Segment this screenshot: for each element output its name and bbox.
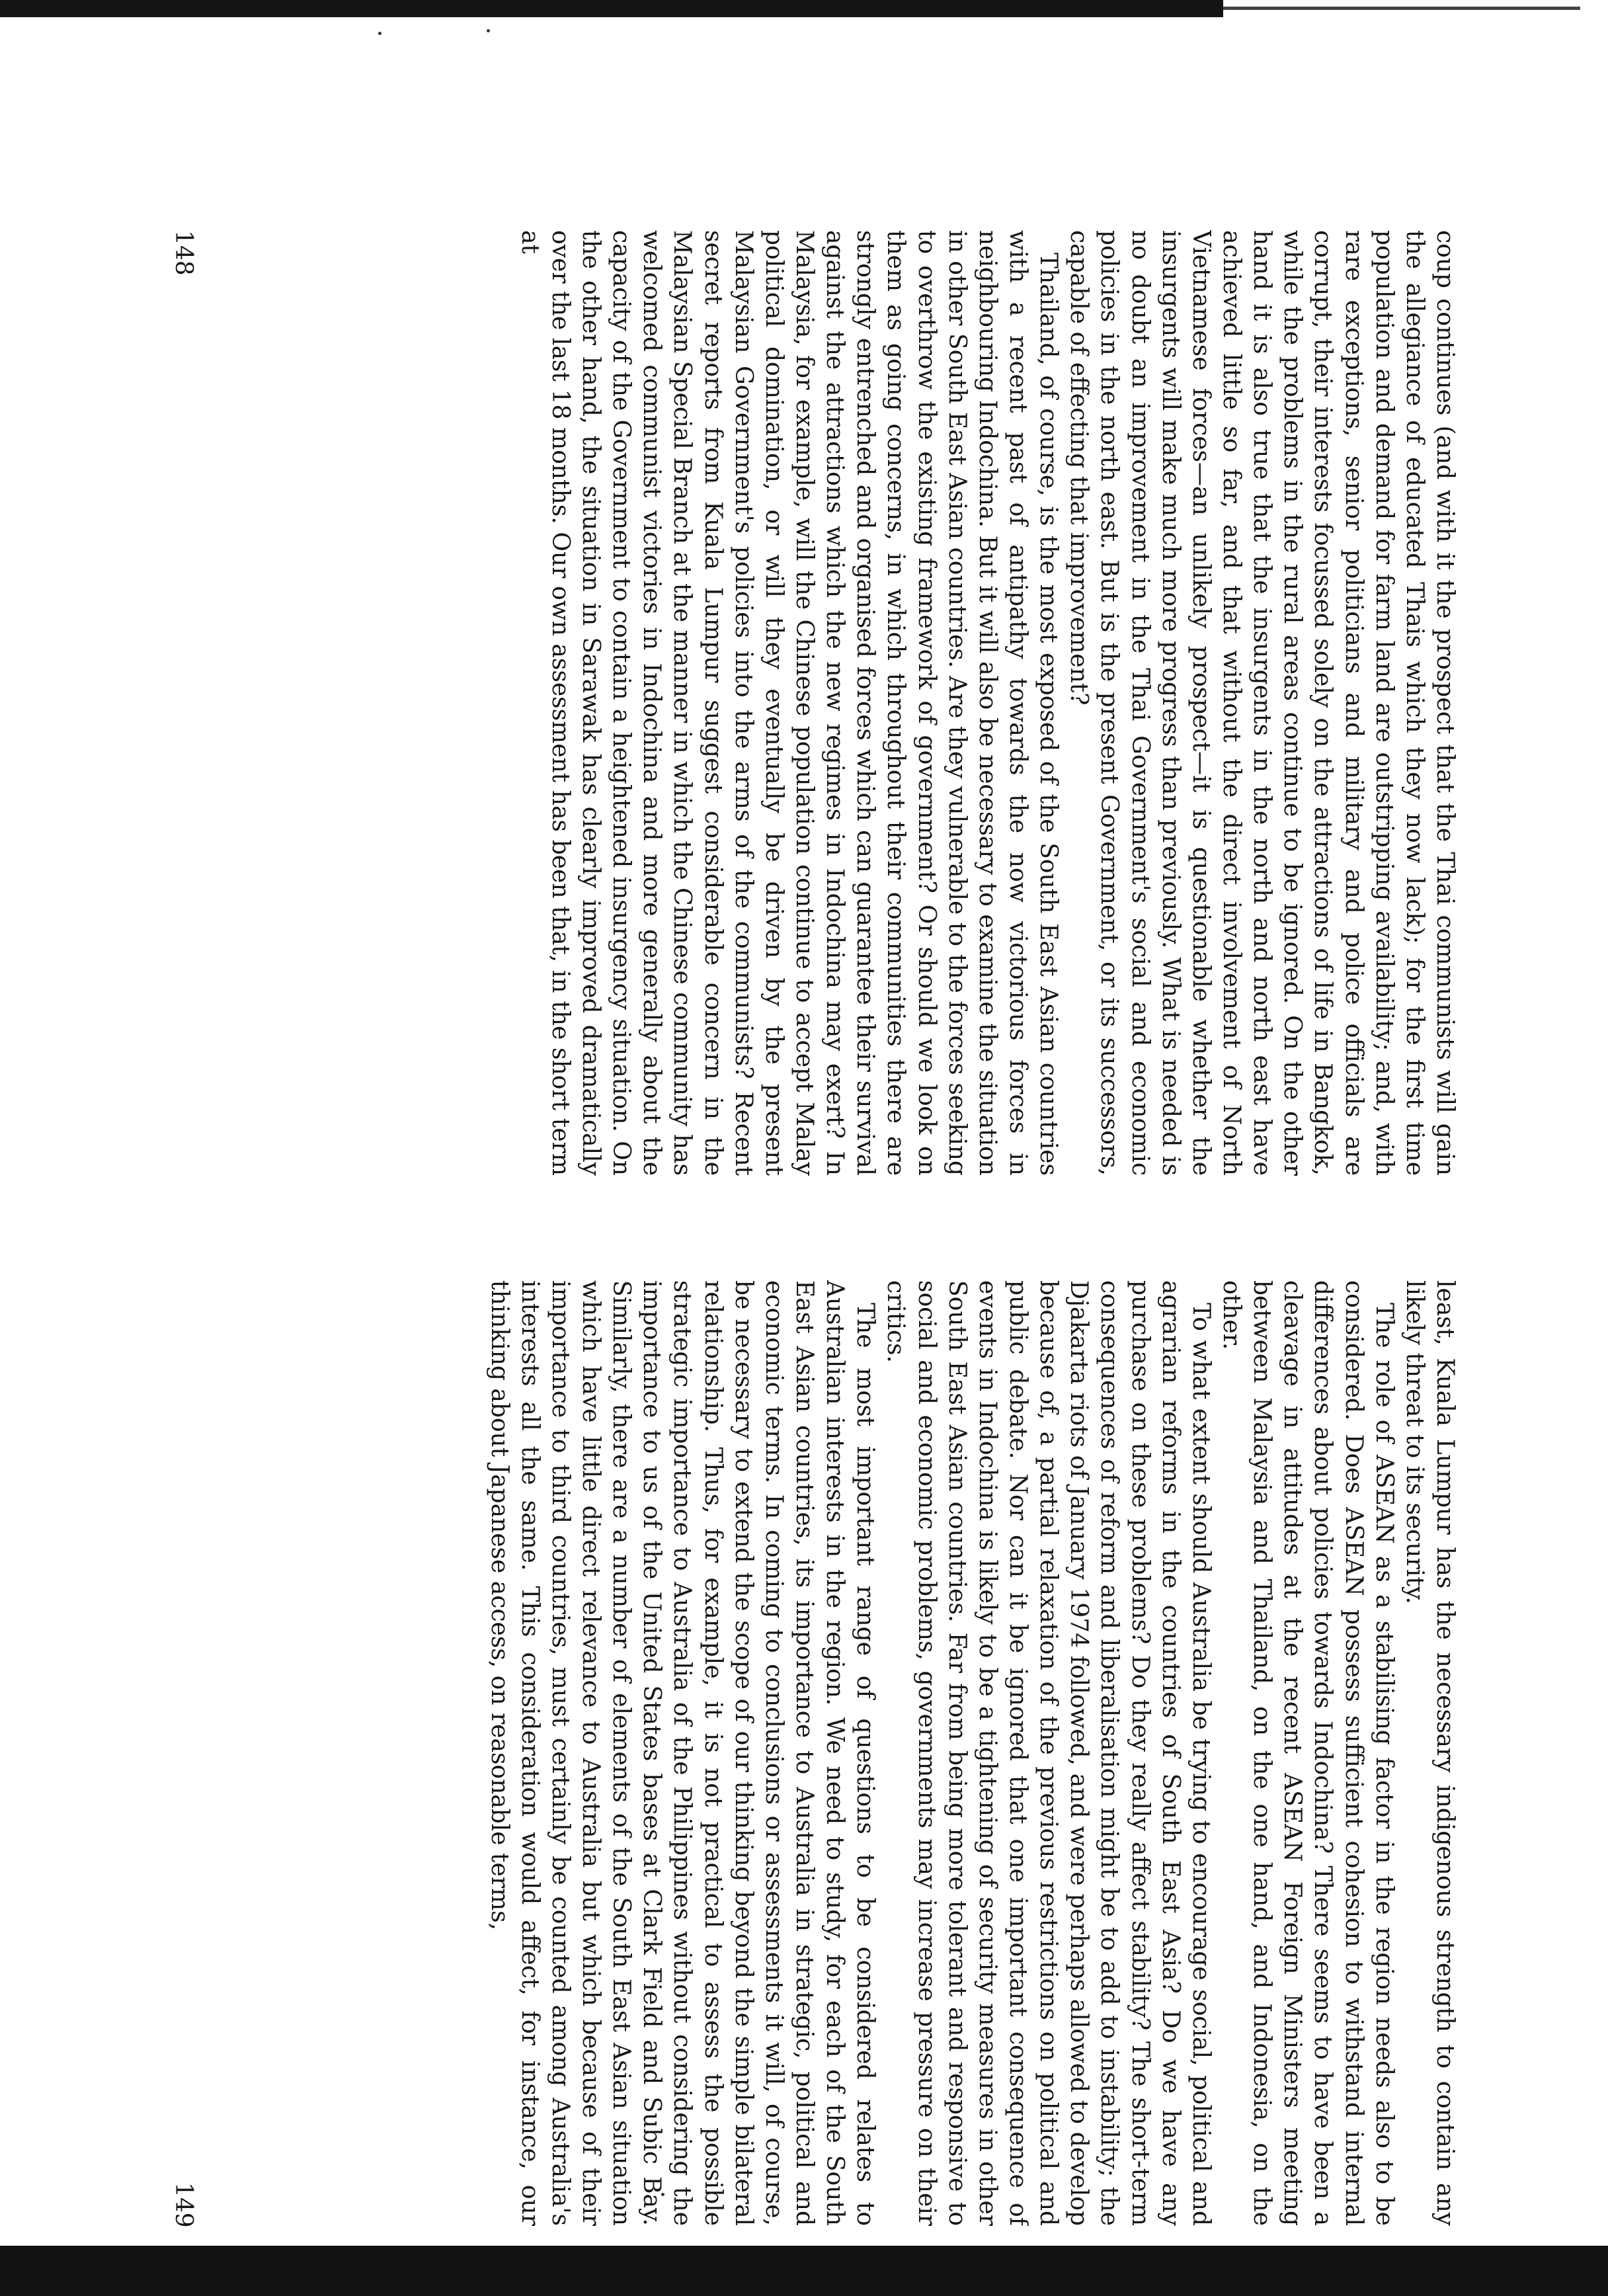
- scan-edge-top-tail: [1223, 7, 1580, 10]
- page-number-148: 148: [170, 230, 197, 276]
- paragraph: The most important range of questions to be considered relates to Australian interests in the region. We need to study, for each of the South East Asian countries, its importance to Australia in strategic, political and economic terms. In coming to conclusions or assessments it will, of course, be necessary to extend the scope of our thinking beyond the simple bilateral relationship. Thus, for example, it is not practical to assess the possible strategic importance to Australia of the Philippines without considering the importance to us of the United States bases at Clark Field and Subic Bay. Similarly, there are a number of elements of the South East Asian situation which have little direct relevance to Australia but which because of their importance to third countries, must certainly be counted among Australia's interests all the same. This consideration would affect, for instance, our thinking about Japanese access, on reasonable terms,: [485, 1280, 879, 2226]
- scan-speck: [378, 32, 382, 35]
- paragraph: The role of ASEAN as a stabilising factor in the region needs also to be considered. Does ASEAN possess sufficient cohesion to withstand internal differences about policies towards Indochina? There seems to have been a cleavage in attitudes at the recent ASEAN Foreign Ministers meeting between Malaysia and Thailand, on the one hand, and Indonesia, on the other.: [1218, 1280, 1398, 2226]
- scan-edge-bottom: [0, 2246, 1608, 2296]
- page-148-text: [283, 230, 1460, 1176]
- scan-speck: [487, 29, 490, 32]
- paragraph: coup continues (and with it the prospect that the Thai communists will gain the allegiance of educated Thais which they now lack); for the first time population and demand for farm land are outstripping availability; and, with rare exceptions, senior politicians and military and police officials are corrupt, their interests focussed solely on the attractions of life in Bangkok, while the problems in the rural areas continue to be ignored. On the other hand it is also true that the insurgents in the north and north east have achieved little so far, and that without the direct involvement of North Vietnamese forces—an unlikely prospect—it is questionable whether the insurgents will make much more progress than previously. What is needed is no doubt an improvement in the Thai Government's social and economic policies in the north east. But is the present Government, or its successors, capable of effecting that improvement?: [1065, 230, 1459, 1176]
- paragraph: To what extent should Australia be trying to encourage social, political and agrarian reforms in the countries of South East Asia? Do we have any purchase on these problems? Do they really affect stability? The short-term consequences of reform and liberalisation might be to add to instability; the Djakarta riots of January 1974 followed, and were perhaps allowed to develop because of, a partial relaxation of the previous restrictions on political and public debate. Nor can it be ignored that one important consequence of events in Indochina is likely to be a tightening of security measures in other South East Asian countries. Far from being more tolerant and responsive to social and economic problems, governments may increase pressure on their critics.: [882, 1280, 1215, 2226]
- page-number-149: 149: [170, 2182, 197, 2228]
- page-149-text: [283, 1280, 1460, 2226]
- scan-edge-top: [0, 0, 1223, 17]
- book-spread: [151, 230, 1460, 2227]
- paragraph: least, Kuala Lumpur has the necessary indigenous strength to contain any likely threat to its security.: [1400, 1280, 1459, 2226]
- paragraph: Thailand, of course, is the most exposed of the South East Asian countries with a recent past of antipathy towards the now victorious forces in neighbouring Indochina. But it will also be necessary to examine the situation in other South East Asian countries. Are they vulnerable to the forces seeking to overthrow the existing framework of government? Or should we look on them as going concerns, in which throughout their communities there are strongly entrenched and organised forces which can guarantee their survival against the attractions which the new regimes in Indochina may exert? In Malaysia, for example, will the Chinese population continue to accept Malay political domination, or will they eventually be driven by the present Malaysian Government's policies into the arms of the communists? Recent secret reports from Kuala Lumpur suggest considerable concern in the Malaysian Special Branch at the manner in which the Chinese community has welcomed communist victories in Indochina and more generally about the capacity of the Government to contain a heightened insurgency situation. On the other hand, the situation in Sarawak has clearly improved dramatically over the last 18 months. Our own assessment has been that, in the short term at: [516, 230, 1063, 1176]
